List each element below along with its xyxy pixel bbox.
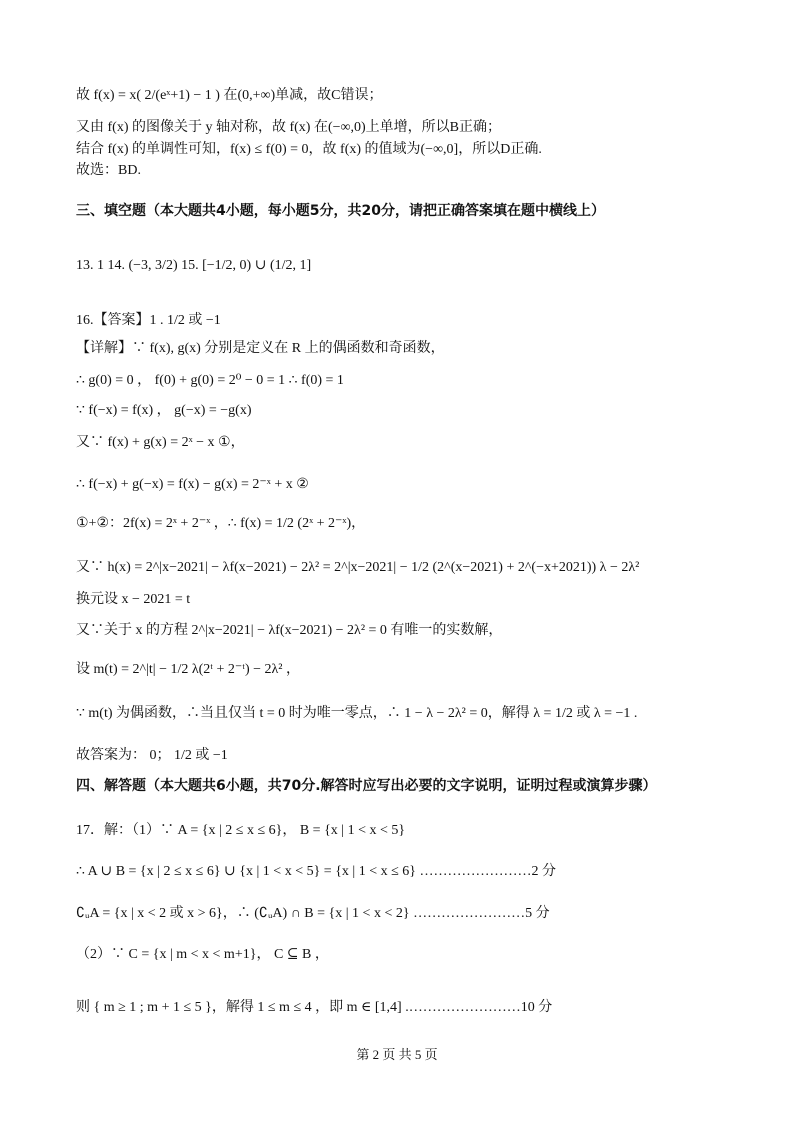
text-line-15: 又∵关于 x 的方程 2^|x−2021| − λf(x−2021) − 2λ² = 0 有唯一的实数解， bbox=[76, 623, 503, 638]
text-line-14: 换元设 x − 2021 = t bbox=[76, 592, 191, 607]
text-line-17: ∵ m(t) 为偶函数，∴当且仅当 t = 0 时为唯一零点，∴ 1 − λ − 2λ² = 0，解得 λ = 1/2 或 λ = −1 . bbox=[76, 706, 638, 721]
text-line-4: 故选：BD. bbox=[76, 163, 141, 178]
text-line-answer-16: 16.【答案】1 . 1/2 或 −1 bbox=[76, 313, 221, 328]
text-line-24: 则 { m ≥ 1 ; m + 1 ≤ 5 }，解得 1 ≤ m ≤ 4 ，即 m ∈ [1,4] .……………………10 分 bbox=[76, 1000, 553, 1015]
section-heading-solutions: 四、解答题（本大题共6小题，共70分.解答时应写出必要的文字说明，证明过程或演算步骤） bbox=[76, 778, 657, 794]
page-footer: 第 2 页 共 5 页 bbox=[356, 1047, 438, 1062]
text-line-2: 又由 f(x) 的图像关于 y 轴对称，故 f(x) 在(−∞,0)上单增，所以B正确； bbox=[76, 120, 502, 135]
text-line-12: ①+②：2f(x) = 2ˣ + 2⁻ˣ ，∴ f(x) = 1/2 (2ˣ + 2⁻ˣ)， bbox=[76, 516, 366, 531]
text-line-10: 又∵ f(x) + g(x) = 2ˣ − x ①， bbox=[76, 435, 245, 450]
text-line-21: ∴ A ∪ B = {x | 2 ≤ x ≤ 6} ∪ {x | 1 < x < 5} = {x | 1 < x ≤ 6} ……………………2 分 bbox=[76, 864, 557, 879]
text-line-13: 又∵ h(x) = 2^|x−2021| − λf(x−2021) − 2λ² = 2^|x−2021| − 1/2 (2^(x−2021) + 2^(−x+2021)) λ − 2λ² bbox=[76, 560, 640, 575]
text-line-3: 结合 f(x) 的单调性可知，f(x) ≤ f(0) = 0，故 f(x) 的值域为(−∞,0]，所以D正确. bbox=[76, 142, 542, 157]
text-line-22: ∁ᵤA = {x | x < 2 或 x > 6}，∴ (∁ᵤA) ∩ B = {x | 1 < x < 2} ……………………5 分 bbox=[76, 906, 550, 921]
text-line-23: （2）∵ C = {x | m < x < m+1}， C ⊆ B ， bbox=[76, 947, 329, 962]
text-line-detail: 【详解】∵ f(x), g(x) 分别是定义在 R 上的偶函数和奇函数， bbox=[76, 341, 445, 356]
text-line-11: ∴ f(−x) + g(−x) = f(x) − g(x) = 2⁻ˣ + x ② bbox=[76, 477, 309, 492]
text-line-answers-13-15: 13. 1 14. (−3, 3/2) 15. [−1/2, 0) ∪ (1/2, 1] bbox=[76, 258, 312, 273]
text-line-18: 故答案为： 0； 1/2 或 −1 bbox=[76, 748, 228, 763]
text-line-1: 故 f(x) = x( 2/(eˣ+1) − 1 ) 在(0,+∞)单减，故C错误； bbox=[76, 88, 383, 103]
text-line-16: 设 m(t) = 2^|t| − 1/2 λ(2ᵗ + 2⁻ᵗ) − 2λ² ， bbox=[76, 662, 300, 677]
text-line-9: ∵ f(−x) = f(x) ， g(−x) = −g(x) bbox=[76, 403, 252, 418]
section-heading-fill-in: 三、填空题（本大题共4小题，每小题5分，共20分，请把正确答案填在题中横线上） bbox=[76, 203, 605, 219]
text-line-problem-17: 17．解：（1）∵ A = {x | 2 ≤ x ≤ 6}， B = {x | 1 < x < 5} bbox=[76, 823, 406, 838]
text-line-8: ∴ g(0) = 0 ， f(0) + g(0) = 2⁰ − 0 = 1 ∴ f(0) = 1 bbox=[76, 373, 344, 388]
